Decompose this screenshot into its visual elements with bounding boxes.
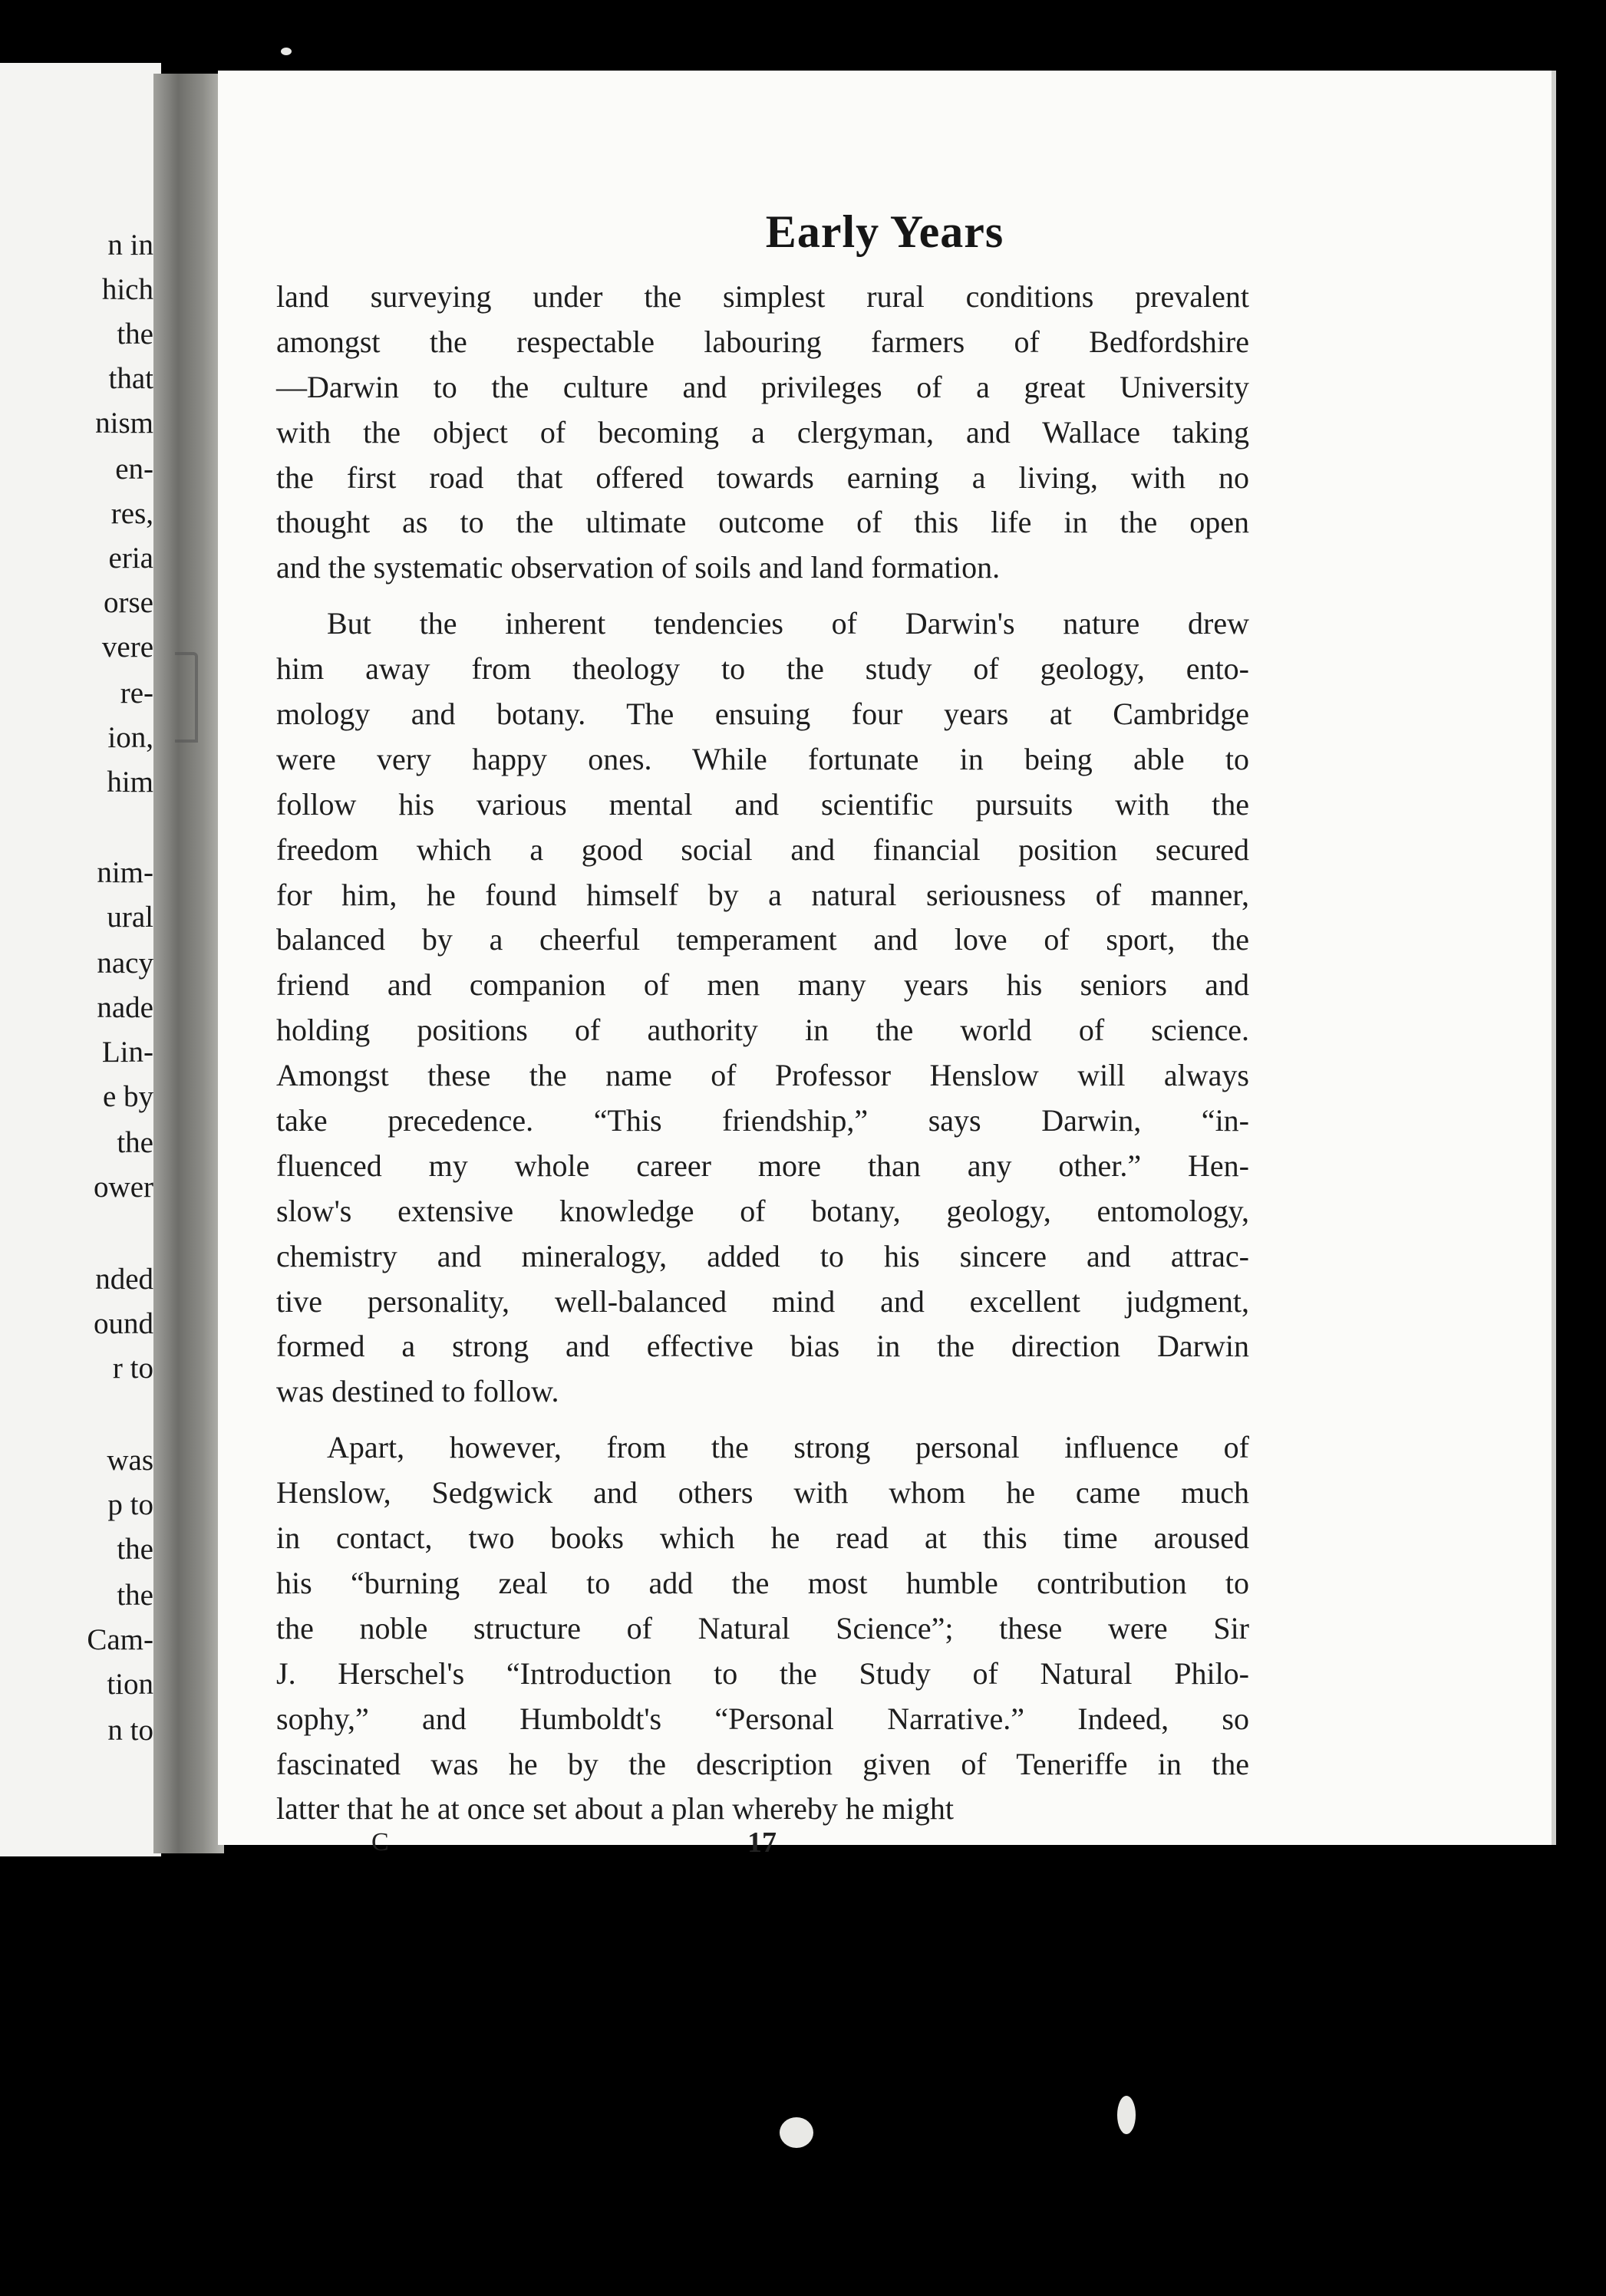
text-line: amongst the respectable labouring farmers of Bedfordshire <box>276 324 1249 359</box>
text-line: his “burning zeal to add the most humble contribution to <box>276 1565 1249 1600</box>
facing-page-line-fragment: hich <box>101 273 153 306</box>
text-line: sophy,” and Humboldt's “Personal Narrative.” Indeed, so <box>276 1701 1249 1736</box>
text-line: the noble structure of Natural Science”; these were Sir <box>276 1610 1249 1645</box>
facing-page-line-fragment: res, <box>110 497 153 530</box>
facing-page-line-fragment: p to <box>107 1488 153 1521</box>
scan-speck <box>1117 2096 1136 2134</box>
text-line: fluenced my whole career more than any other.” Hen- <box>276 1148 1249 1183</box>
signature-mark: C <box>371 1828 389 1856</box>
text-line: with the object of becoming a clergyman, and Wallace taking <box>276 414 1249 450</box>
text-line: thought as to the ultimate outcome of this life in the open <box>276 505 1249 540</box>
facing-page-line-fragment: Cam- <box>87 1623 153 1656</box>
facing-page-line-fragment: the <box>117 1126 153 1159</box>
facing-page-line-fragment: en- <box>115 453 153 486</box>
book-page <box>218 71 1552 1859</box>
facing-page-line-fragment: nded <box>95 1263 153 1296</box>
facing-page-line-fragment: ion, <box>107 721 153 754</box>
facing-page-line-fragment: orse <box>104 586 153 619</box>
facing-page-line-fragment: nim- <box>97 856 153 889</box>
text-line: follow his various mental and scientific pursuits with the <box>276 786 1249 822</box>
text-line: freedom which a good social and financial position secured <box>276 832 1249 867</box>
text-line: land surveying under the simplest rural conditions prevalent <box>276 279 1249 314</box>
text-line: fascinated was he by the description given of Teneriffe in the <box>276 1746 1249 1781</box>
text-line: was destined to follow. <box>276 1374 559 1409</box>
text-line: Amongst these the name of Professor Henslow will always <box>276 1058 1249 1093</box>
text-line: But the inherent tendencies of Darwin's nature drew <box>327 606 1249 641</box>
text-line: J. Herschel's “Introduction to the Study of Natural Philo- <box>276 1655 1249 1691</box>
text-line: and the systematic observation of soils and land formation. <box>276 550 1001 585</box>
text-line: formed a strong and effective bias in the direction Darwin <box>276 1329 1249 1364</box>
facing-page-line-fragment: nism <box>95 407 153 440</box>
paragraph <box>276 601 1249 1415</box>
facing-page-line-fragment: nacy <box>97 947 153 980</box>
facing-page-line-fragment: the <box>117 1533 153 1566</box>
facing-page-line-fragment: the <box>117 1579 153 1612</box>
running-head-title: Early Years <box>765 206 1004 257</box>
facing-page-line-fragment: ound <box>94 1307 153 1340</box>
scan-speck <box>780 2117 813 2148</box>
body-text <box>276 275 1249 1832</box>
paragraph <box>276 275 1249 591</box>
text-line: the first road that offered towards earning a living, with no <box>276 460 1249 495</box>
facing-page-line-fragment: nade <box>97 991 153 1024</box>
facing-page-line-fragment: re- <box>120 677 153 710</box>
text-line: chemistry and mineralogy, added to his sincere and attrac- <box>276 1238 1249 1273</box>
text-line: friend and companion of men many years his seniors and <box>276 967 1249 1003</box>
facing-page-line-fragment: n in <box>107 229 153 262</box>
facing-page-line-fragment: him <box>107 766 153 799</box>
text-line: him away from theology to the study of geology, ento- <box>276 651 1249 687</box>
text-line: Henslow, Sedgwick and others with whom he came much <box>276 1475 1249 1510</box>
facing-page-line-fragment: ural <box>107 901 153 934</box>
facing-page-line-fragment: Lin- <box>101 1036 153 1069</box>
facing-page-line-fragment: e by <box>102 1080 153 1113</box>
text-line: slow's extensive knowledge of botany, geology, entomology, <box>276 1193 1249 1228</box>
text-line: take precedence. “This friendship,” says Darwin, “in- <box>276 1103 1249 1138</box>
show-through-mark <box>175 652 198 743</box>
text-line: were very happy ones. While fortunate in being able to <box>276 741 1249 776</box>
facing-page-line-fragment: ower <box>94 1171 153 1204</box>
text-line: balanced by a cheerful temperament and love of sport, the <box>276 922 1249 957</box>
paragraph <box>276 1425 1249 1832</box>
text-line: —Darwin to the culture and privileges of a great University <box>276 369 1249 404</box>
text-line: mology and botany. The ensuing four years at Cambridge <box>276 697 1249 732</box>
book-gutter <box>153 74 224 1853</box>
text-line: Apart, however, from the strong personal influence of <box>327 1430 1249 1465</box>
facing-page-line-fragment: vere <box>101 631 153 664</box>
text-line: latter that he at once set about a plan whereby he might <box>276 1791 955 1827</box>
facing-page-line-fragment: was <box>107 1444 153 1477</box>
text-line: in contact, two books which he read at this time aroused <box>276 1520 1249 1556</box>
facing-page-line-fragment: eria <box>108 542 153 575</box>
page-number: 17 <box>747 1827 777 1859</box>
scan-speck <box>281 48 292 55</box>
facing-page-line-fragment: the <box>117 318 153 351</box>
facing-page <box>0 63 161 1856</box>
facing-page-line-fragment: r to <box>112 1352 153 1385</box>
facing-page-line-fragment: tion <box>107 1668 153 1701</box>
text-line: tive personality, well-balanced mind and excellent judgment, <box>276 1283 1249 1319</box>
facing-page-line-fragment: n to <box>107 1714 153 1747</box>
text-line: holding positions of authority in the world of science. <box>276 1013 1249 1048</box>
facing-page-line-fragment: that <box>108 362 153 395</box>
text-line: for him, he found himself by a natural seriousness of manner, <box>276 877 1249 912</box>
